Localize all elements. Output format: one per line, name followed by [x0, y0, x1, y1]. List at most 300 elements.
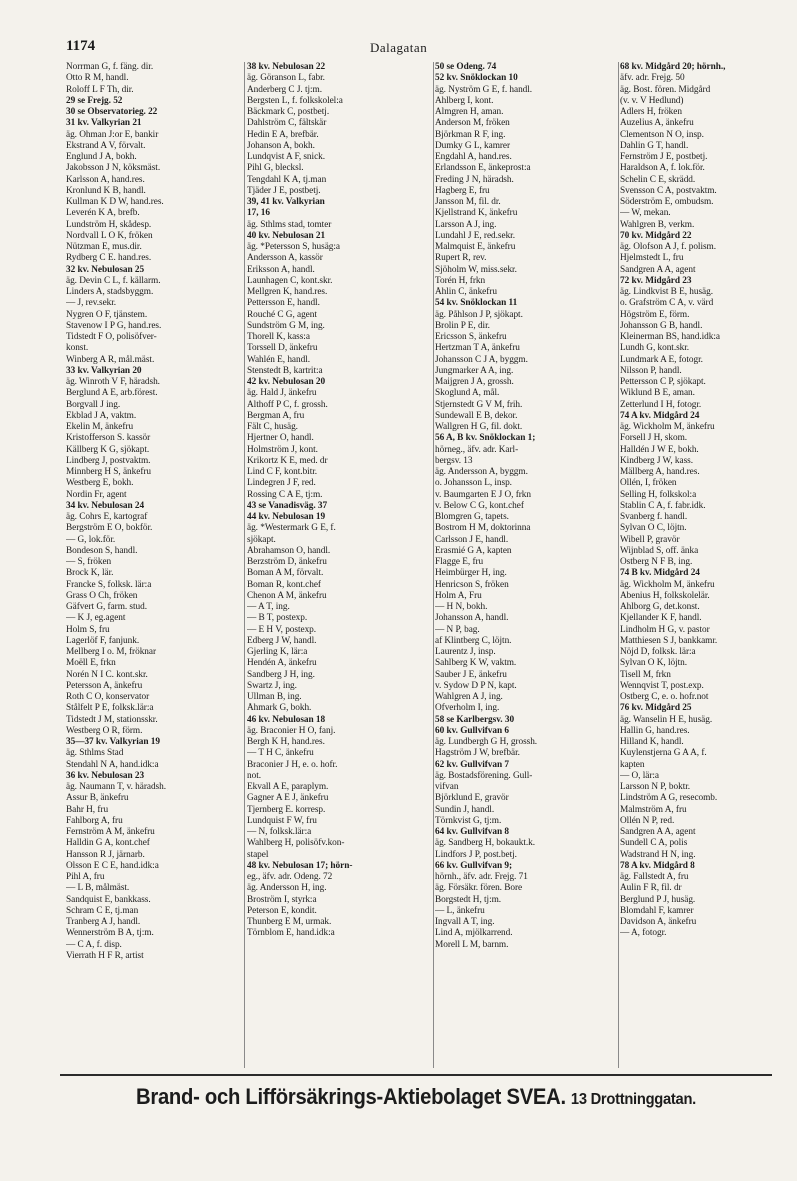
directory-entry: Tidstedt F O, polisöfver-	[66, 332, 157, 342]
directory-entry: äg. Wickholm M, änkefru	[620, 422, 715, 432]
directory-entry: Östberg N F B, ing.	[620, 557, 693, 567]
directory-entry: äg. Hald J, änkefru	[247, 388, 317, 399]
directory-entry: Boman R, kont.chef	[247, 579, 321, 590]
directory-entry: Hagberg E, fru	[435, 185, 490, 196]
directory-entry: Stenstedt B, kartrit:a	[247, 365, 323, 376]
directory-entry: Anderson M, fröken	[435, 118, 510, 129]
directory-entry: Gjerling K, lär:a	[247, 647, 308, 657]
directory-entry: Kleinerman BS, hand.idk:a	[620, 332, 720, 342]
directory-entry: äg. Sthlms stad, tomter	[247, 219, 332, 230]
directory-entry: Borgstedt H, tj:m.	[435, 894, 502, 905]
directory-entry: Hallin G, hand.res.	[620, 725, 690, 736]
directory-entry: Selling H, folkskol:a	[620, 489, 697, 500]
directory-entry: v. Baumgarten E J O, frkn	[435, 489, 531, 500]
directory-entry: — N P, bag.	[435, 624, 480, 635]
directory-entry: Lindström A G, resecomb.	[620, 793, 718, 804]
address-heading: 68 kv. Midgård 20; hörnh.,	[620, 62, 726, 72]
directory-entry: Carlsson J E, handl.	[435, 534, 509, 545]
directory-entry: Petersson A, änkefru	[66, 680, 143, 691]
directory-entry: Nilsson P, handl.	[620, 365, 682, 376]
address-heading: 54 kv. Snöklockan 11	[435, 298, 518, 309]
directory-entry: Hedin E A, brefbär.	[247, 129, 319, 140]
directory-entry: Nützman E, mus.dir.	[66, 242, 142, 252]
column-1	[66, 62, 242, 1068]
directory-entry: Ullman B, ing.	[247, 692, 302, 702]
directory-entry: Andersson A, kassör	[247, 253, 323, 264]
directory-entry: Ekstrand A V, förvalt.	[66, 140, 146, 151]
directory-entry: Lundmark A E, fotogr.	[620, 354, 703, 365]
directory-entry: Grass O Ch, fröken	[66, 590, 138, 601]
directory-entry: Minnberg H S, änkefru	[66, 467, 152, 477]
directory-entry: Johansson C J A, byggm.	[435, 354, 528, 365]
directory-entry: Sauber J E, änkefru	[435, 669, 507, 680]
directory-entry: Ollén, I, fröken	[620, 478, 677, 489]
directory-entry: Fahlborg A, fru	[66, 815, 123, 826]
directory-entry: äg. Bost. fören. Midgård	[620, 84, 711, 95]
directory-entry: Lindberg J, postvaktm.	[66, 455, 151, 466]
column-2	[247, 62, 431, 1068]
directory-entry: äg. Lundbergh G H, grossh.	[435, 737, 538, 747]
address-heading: 43 se Vanadisväg. 37	[247, 500, 328, 511]
address-heading: 30 se Observatorieg. 22	[66, 107, 158, 117]
directory-entry: Blomdahl F, kamrer	[620, 905, 694, 916]
directory-entry: Westberg O R, förm.	[66, 725, 143, 736]
directory-entry: Malmquist E, änkefru	[435, 242, 516, 252]
advertiser-address: 13 Drottninggatan.	[570, 1091, 696, 1108]
directory-entry: — T H C, änkefru	[247, 748, 314, 759]
directory-entry: hörneg., äfv. adr. Karl-	[435, 444, 519, 455]
directory-entry: Larsson A J, ing.	[435, 219, 497, 230]
directory-entry: — G, lok.för.	[66, 534, 116, 545]
directory-entry: Sandberg J H, ing.	[247, 669, 315, 680]
directory-entry: Norén N I C. kont.skr.	[66, 669, 148, 680]
directory-entry: Nordin Fr, agent	[66, 489, 127, 500]
address-heading: 33 kv. Valkyrian 20	[66, 365, 142, 376]
directory-entry: äg. Devin C L, f. källarm.	[66, 275, 161, 286]
directory-entry: Krikortz K E, med. dr	[247, 455, 328, 466]
directory-entry: Nygren O F, tjänstem.	[66, 309, 148, 320]
directory-entry: Lind A, mjölkarrend.	[435, 928, 513, 939]
directory-entry: Forsell J H, skom.	[620, 433, 688, 444]
directory-entry: Rydberg C E. hand.res.	[66, 253, 152, 264]
directory-entry: Hansson R J, järnarb.	[66, 849, 145, 860]
directory-entry: Berglund P J, husäg.	[620, 894, 696, 905]
directory-entry: — A, fotogr.	[620, 928, 667, 939]
directory-entry: Johanson A, bokh.	[247, 140, 315, 151]
address-heading: 39, 41 kv. Valkyrian	[247, 197, 325, 207]
directory-entry: Söderström E, ombudsm.	[620, 197, 714, 207]
directory-entry: Davidson A, änkefru	[620, 917, 697, 927]
directory-entry: Adlers H, fröken	[620, 107, 682, 117]
directory-entry: Anderberg C J. tj:m.	[247, 84, 323, 95]
address-heading: 52 kv. Snöklockan 10	[435, 73, 518, 84]
directory-entry: äg. Wanselin H E, husäg.	[620, 714, 713, 725]
directory-entry: äg. Olofson A J, f. polism.	[620, 242, 717, 252]
address-heading: 78 A kv. Midgård 8	[620, 860, 695, 871]
directory-entry: Sundström G M, ing.	[247, 320, 325, 331]
directory-entry: Dumky G L, kamrer	[435, 140, 511, 151]
directory-entry: Torén H, frkn	[435, 275, 486, 286]
directory-entry: Pihl G, blecksl.	[247, 163, 304, 174]
directory-entry: Ericsson S, änkefru	[435, 332, 507, 342]
address-heading: 42 kv. Nebulosan 20	[247, 377, 326, 387]
directory-entry: Kjellander K F, handl.	[620, 613, 702, 624]
directory-entry: Borgvall J ing.	[66, 399, 121, 410]
directory-entry: Hertzman T A, änkefru	[435, 343, 520, 354]
directory-entry: Sundin J, handl.	[435, 804, 495, 815]
directory-entry: kapten	[620, 759, 645, 770]
directory-entry: Sundell C A, polis	[620, 838, 688, 849]
directory-entry: Lindholm H G, v. pastor	[620, 624, 710, 635]
directory-entry: Björkman R F, ing.	[435, 129, 506, 140]
directory-entry: äg. Göranson L, fabr.	[247, 73, 325, 84]
directory-entry: — N, folksk.lär:a	[247, 827, 312, 837]
directory-entry: Abrahamson O, handl.	[247, 545, 331, 556]
advertiser-name: Brand- och Lifförsäkrings-Aktiebolaget SVEA.	[136, 1084, 566, 1109]
directory-entry: Leverén K A, brefb.	[66, 208, 140, 219]
directory-entry: Auzelius A, änkefru	[620, 118, 694, 129]
directory-entry: Chenon A M, änkefru	[247, 590, 327, 601]
directory-entry: — E H V, postexp.	[247, 624, 317, 635]
directory-entry: äg. Öhman J:or E, bankir	[66, 129, 159, 140]
address-heading: 50 se Odeng. 74	[435, 62, 497, 72]
directory-entry: Mellgren K, hand.res.	[247, 287, 328, 297]
directory-entry: äg. Winroth V F, häradsh.	[66, 377, 160, 387]
directory-entry: Bäckmark C, postbetj.	[247, 107, 330, 117]
address-heading: 35—37 kv. Valkyrian 19	[66, 737, 160, 747]
directory-entry: Sandgren A A, agent	[620, 827, 696, 837]
directory-entry: Wahlberg H, polisöfv.kon-	[247, 838, 345, 849]
directory-entry: Nöjd D, folksk. lär:a	[620, 647, 696, 657]
directory-entry: Åhlin C, änkefru	[435, 287, 497, 297]
directory-entry: Peterson E, kondit.	[247, 905, 317, 916]
directory-entry: Freding J N, häradsh.	[435, 174, 514, 185]
directory-entry: Heimbürger H, ing.	[435, 568, 507, 579]
directory-entry: Törnkvist G, tj:m.	[435, 815, 502, 826]
directory-entry: Jansson M, fil. dr.	[435, 197, 501, 207]
directory-entry: Assur B, änkefru	[66, 793, 129, 804]
directory-entry: Rouché C G, agent	[247, 309, 317, 320]
directory-entry: Rupert R, rev.	[435, 253, 487, 264]
directory-entry: not.	[247, 770, 262, 781]
directory-entry: Matthiesen S J, bankkamr.	[620, 635, 718, 646]
directory-entry: Lundahl J E, red.sekr.	[435, 230, 515, 241]
directory-entry: Wiklund B E, aman.	[620, 388, 695, 399]
directory-entry: Nordvall L O K, fröken	[66, 230, 153, 241]
directory-entry: Brolin P E, dir.	[435, 320, 490, 331]
directory-entry: Åhmark G, bokh.	[247, 703, 312, 714]
directory-entry: Laurentz J, insp.	[435, 647, 496, 657]
directory-columns	[66, 62, 766, 1068]
directory-entry: Thunberg E M, urmak.	[247, 917, 332, 927]
directory-entry: o. Grafström C A, v. värd	[620, 298, 714, 309]
directory-entry: Althoff P C, f. grossh.	[247, 399, 328, 410]
directory-entry: Johansson A, handl.	[435, 613, 509, 624]
directory-entry: Blomgren G, tapets.	[435, 512, 509, 522]
directory-entry: Hjelmstedt L, fru	[620, 253, 684, 264]
address-heading: 29 se Frejg. 52	[66, 95, 123, 106]
directory-entry: Wadstrand H N, ing.	[620, 849, 696, 860]
directory-entry: Holm A, Fru	[435, 590, 482, 601]
directory-entry: Svensson C A, postvaktm.	[620, 185, 717, 196]
address-heading: 64 kv. Gullvifvan 8	[435, 827, 509, 837]
directory-entry: Maijgren J A, grossh.	[435, 377, 514, 387]
directory-entry: Holmström J, kont.	[247, 444, 318, 455]
directory-entry: — S, fröken	[66, 557, 112, 567]
directory-entry: Bergsten L, f. folkskolel:a	[247, 95, 343, 106]
directory-entry: Fält C, husäg.	[247, 422, 298, 432]
directory-entry: Zetterlund I H, fotogr.	[620, 399, 702, 410]
directory-entry: v. Below C G, kont.chef	[435, 500, 524, 511]
directory-entry: Linders A, stadsbyggm.	[66, 287, 154, 297]
directory-entry: Roth C O, konservator	[66, 692, 150, 702]
directory-entry: Roloff L F Th, dir.	[66, 84, 134, 95]
directory-entry: Erasmié G A, kapten	[435, 545, 512, 556]
address-heading: 60 kv. Gullvifvan 6	[435, 725, 509, 736]
address-heading: 74 A kv. Midgård 24	[620, 410, 700, 421]
directory-entry: Torssell D, änkefru	[247, 343, 318, 354]
directory-entry: Jakobsson J N, köksmäst.	[66, 163, 161, 174]
directory-entry: äg. Sthlms Stad	[66, 748, 124, 759]
directory-entry: (v. v. V Hedlund)	[620, 95, 684, 106]
directory-entry: äg. *Petersson S, husäg:a	[247, 242, 340, 252]
directory-entry: Kristofferson S. kassör	[66, 433, 151, 444]
directory-entry: — B T, postexp.	[247, 613, 308, 624]
directory-entry: Ingvall A T, ing.	[435, 917, 495, 927]
directory-entry: Halldén J W E, bokh.	[620, 444, 699, 455]
directory-entry: — J, rev.sekr.	[66, 298, 117, 309]
directory-entry: Eriksson A, handl.	[247, 264, 315, 275]
directory-entry: Boman A M, förvalt.	[247, 568, 324, 579]
directory-entry: Högström E, förm.	[620, 309, 690, 320]
directory-entry: äg. Nyström G E, f. handl.	[435, 84, 533, 95]
address-heading: 70 kv. Midgård 22	[620, 230, 692, 241]
address-heading: 32 kv. Nebulosan 25	[66, 264, 145, 275]
directory-entry: Winberg A R, mål.mäst.	[66, 354, 155, 365]
directory-entry: Ekblad J A, vaktm.	[66, 410, 137, 421]
directory-entry: Mällberg A, hand.res.	[620, 467, 700, 477]
directory-entry: Lindfors J P, post.betj.	[435, 849, 517, 860]
directory-entry: Thorell K, kass:a	[247, 332, 310, 342]
page-title: Dalagatan	[370, 40, 428, 55]
directory-entry: Stålfelt P E, folksk.lär:a	[66, 703, 154, 714]
directory-entry: Stavenow I P G, hand.res.	[66, 320, 162, 331]
directory-entry: äfv. adr. Frejg. 50	[620, 73, 685, 84]
address-heading: 17, 16	[247, 208, 270, 219]
address-heading: 76 kv. Midgård 25	[620, 703, 692, 714]
directory-entry: Bostrom H M, doktorinna	[435, 523, 531, 534]
directory-entry: — H N, bokh.	[435, 602, 488, 612]
directory-entry: Launhagen C, kont.skr.	[247, 275, 333, 286]
directory-entry: Clementson N O, insp.	[620, 129, 704, 140]
directory-entry: Norrman G, f. fäng. dir.	[66, 62, 154, 72]
column-divider	[618, 62, 619, 1068]
directory-entry: Fernström J E, postbetj.	[620, 152, 708, 162]
directory-entry: Karlsson A, hand.res.	[66, 174, 145, 185]
directory-entry: Bergman A, fru	[247, 410, 305, 421]
directory-entry: Larsson N P, boktr.	[620, 782, 691, 792]
directory-entry: Aulin F R, fil. dr	[620, 883, 682, 894]
directory-entry: Wennerström B A, tj:m.	[66, 928, 154, 939]
address-heading: 72 kv. Midgård 23	[620, 275, 692, 286]
directory-entry: Ahlborg G, det.konst.	[620, 602, 700, 612]
directory-entry: Abenius H, folkskolelär.	[620, 590, 710, 601]
directory-entry: Henricson S, fröken	[435, 579, 509, 590]
directory-entry: Kindberg J W, kass.	[620, 455, 693, 466]
directory-entry: Broström I, styrk:a	[247, 894, 317, 905]
directory-entry: Wijnblad S, off. änka	[620, 545, 699, 556]
directory-entry: äg. Cohrs E, kartograf	[66, 512, 148, 522]
address-heading: 62 kv. Gullvifvan 7	[435, 759, 509, 770]
directory-entry: Ekvall A E, paraplym.	[247, 782, 329, 792]
directory-entry: Engdahl A, hand.res.	[435, 152, 512, 162]
directory-entry: Sylvan O C, löjtn.	[620, 523, 687, 534]
directory-entry: Björklund E, gravör	[435, 793, 509, 804]
directory-entry: Svanberg f. handl.	[620, 512, 688, 522]
directory-entry: Haraldson A, f. lok.för.	[620, 163, 705, 174]
directory-entry: Otto R M, handl.	[66, 73, 129, 84]
directory-entry: Tranberg A J, handl.	[66, 917, 141, 927]
address-heading: 74 B kv. Midgård 24	[620, 568, 700, 579]
directory-entry: Bergström E O, bokför.	[66, 523, 153, 534]
directory-entry: äg. Lindkvist B E, husäg.	[620, 287, 714, 297]
directory-entry: v. Sydow D P N, kapt.	[435, 680, 517, 691]
address-heading: 46 kv. Nebulosan 18	[247, 714, 326, 725]
directory-entry: Bahr H, fru	[66, 804, 109, 815]
directory-entry: Ahlberg I, kont.	[435, 95, 494, 106]
column-divider	[433, 62, 434, 1068]
directory-entry: Stablin C A, f. fabr.idk.	[620, 500, 706, 511]
directory-entry: af Klintberg C, löjtn.	[435, 635, 512, 646]
directory-entry: Wennqvist T, post.exp.	[620, 680, 704, 691]
directory-entry: Englund J A, bokh.	[66, 152, 137, 162]
directory-entry: Pettersson E, handl.	[247, 298, 320, 309]
directory-entry: Skoglund A, mål.	[435, 388, 500, 399]
directory-entry: Lundström H, skådesp.	[66, 219, 152, 230]
directory-entry: Dahlin G T, handl.	[620, 140, 689, 151]
directory-entry: — O, lär:a	[620, 770, 659, 781]
directory-entry: — L B, målmäst.	[66, 883, 130, 894]
address-heading: 56 A, B kv. Snöklockan 1;	[435, 433, 536, 444]
directory-entry: Wahlgren A J, ing.	[435, 692, 503, 702]
directory-entry: Sandgren A A, agent	[620, 264, 696, 275]
directory-entry: äg. Andersson A, byggm.	[435, 467, 528, 477]
directory-entry: — W, mekan.	[620, 208, 671, 219]
directory-entry: sjökapt.	[247, 534, 276, 545]
directory-entry: — K J, eg.agent	[66, 613, 126, 624]
directory-entry: Almgren H, aman.	[435, 107, 504, 117]
directory-entry: Gäfvert G, farm. stud.	[66, 602, 147, 612]
directory-entry: Bergh K H, hand.res.	[247, 737, 325, 747]
directory-entry: Lind C F, kont.bitr.	[247, 467, 318, 477]
directory-entry: Wahlgren B, verkm.	[620, 219, 695, 230]
directory-entry: Wallgren H G, fil. dokt.	[435, 422, 523, 432]
directory-entry: Lundh G, kont.skr.	[620, 343, 690, 354]
directory-entry: Francke S, folksk. lär:a	[66, 579, 152, 590]
directory-entry: Holm S, fru	[66, 624, 110, 635]
directory-entry: Malmström A, fru	[620, 804, 687, 815]
directory-entry: hörnh., äfv. adr. Frejg. 71	[435, 872, 528, 882]
directory-entry: äg. Naumann T, v. häradsh.	[66, 782, 166, 792]
directory-entry: Sjöholm W, miss.sekr.	[435, 264, 517, 275]
directory-entry: Flagge E, fru	[435, 557, 484, 567]
directory-entry: stapel	[247, 849, 269, 860]
directory-entry: Tjäder J E, postbetj.	[247, 185, 321, 196]
directory-entry: — L, änkefru	[435, 905, 485, 916]
directory-entry: Sylvan O K, löjtn.	[620, 658, 688, 669]
directory-entry: Westberg E, bokh.	[66, 478, 134, 489]
directory-entry: — A T, ing.	[247, 602, 290, 612]
directory-entry: Lindegren J F, red.	[247, 478, 316, 489]
directory-entry: Kuylenstjerna G A A, f.	[620, 748, 707, 759]
column-3	[435, 62, 616, 1068]
directory-entry: Jungmarker A A, ing.	[435, 365, 514, 376]
address-heading: 36 kv. Nebulosan 23	[66, 770, 145, 781]
directory-entry: Lundqvist A F, snick.	[247, 152, 326, 162]
directory-entry: Bondeson S, handl.	[66, 545, 138, 556]
directory-entry: Fernström A M, änkefru	[66, 827, 155, 837]
address-heading: 58 se Karlbergsv. 30	[435, 714, 515, 725]
directory-entry: o. Johansson L, insp.	[435, 478, 512, 489]
directory-entry: äg. Påhlson J P, sjökapt.	[435, 309, 523, 320]
directory-entry: Tengdahl K A, tj.man	[247, 174, 327, 185]
directory-entry: Stendahl N A, hand.idk:a	[66, 759, 159, 770]
directory-entry: Ekelin M, änkefru	[66, 422, 134, 432]
directory-entry: äg. Braconier H O, fanj.	[247, 725, 336, 736]
directory-entry: Mellberg I o. M, fröknar	[66, 647, 157, 657]
directory-entry: Schelin C E, skrädd.	[620, 174, 696, 185]
address-heading: 34 kv. Nebulosan 24	[66, 500, 145, 511]
directory-entry: Ollén N P, red.	[620, 815, 675, 826]
directory-entry: äg. Fallstedt A, fru	[620, 872, 689, 882]
directory-entry: Stjernstedt G V M, frih.	[435, 399, 523, 410]
directory-entry: äg. Andersson H, ing.	[247, 883, 327, 894]
directory-entry: äg. *Westermark G E, f.	[247, 523, 336, 534]
directory-entry: Rossing C A E, tj:m.	[247, 489, 323, 500]
page-number: 1174	[66, 38, 96, 54]
directory-entry: Berglund A E, arb.förest.	[66, 388, 158, 399]
directory-entry: Kronlund K B, handl.	[66, 185, 146, 196]
directory-entry: Kullman K D W, hand.res.	[66, 197, 164, 207]
directory-entry: Swartz J, ing.	[247, 680, 297, 691]
directory-entry: Gagner A E J, änkefru	[247, 793, 329, 804]
advertisement-footer	[88, 1084, 743, 1110]
directory-entry: Öfverholm I, ing.	[435, 703, 500, 714]
address-heading: 44 kv. Nebulosan 19	[247, 512, 326, 522]
directory-entry: Hagström J W, brefbär.	[435, 748, 520, 759]
directory-entry: Olsson E C E, hand.idk:a	[66, 860, 159, 871]
directory-entry: Lagerlöf F, fanjunk.	[66, 635, 140, 646]
directory-entry: Hilland K, handl.	[620, 737, 684, 747]
directory-entry: Hjertner O, handl.	[247, 433, 314, 444]
directory-entry: Halldin G A, kont.chef	[66, 838, 150, 849]
directory-entry: eg., äfv. adr. Odeng. 72	[247, 872, 333, 882]
directory-entry: Edberg J W, handl.	[247, 635, 317, 646]
directory-entry: Östberg C, e. o. hofr.not	[620, 692, 709, 702]
directory-entry: Pihl A, fru	[66, 872, 105, 882]
directory-entry: äg. Wickholm M, änkefru	[620, 579, 715, 590]
directory-entry: äg. Bostadsförening. Gull-	[435, 770, 533, 781]
directory-entry: Wibell P, gravör	[620, 534, 680, 545]
directory-entry: Källberg K G, sjökapt.	[66, 444, 150, 455]
directory-entry: Dahlström C, fältskär	[247, 118, 327, 129]
directory-entry: Sandquist E, bankkass.	[66, 894, 151, 905]
directory-entry: vifvan	[435, 782, 459, 792]
directory-entry: Hendén A, änkefru	[247, 658, 317, 669]
address-heading: 31 kv. Valkyrian 21	[66, 118, 142, 129]
directory-entry: Tisell M, frkn	[620, 669, 671, 680]
directory-entry: Schram C E, tj.man	[66, 905, 139, 916]
